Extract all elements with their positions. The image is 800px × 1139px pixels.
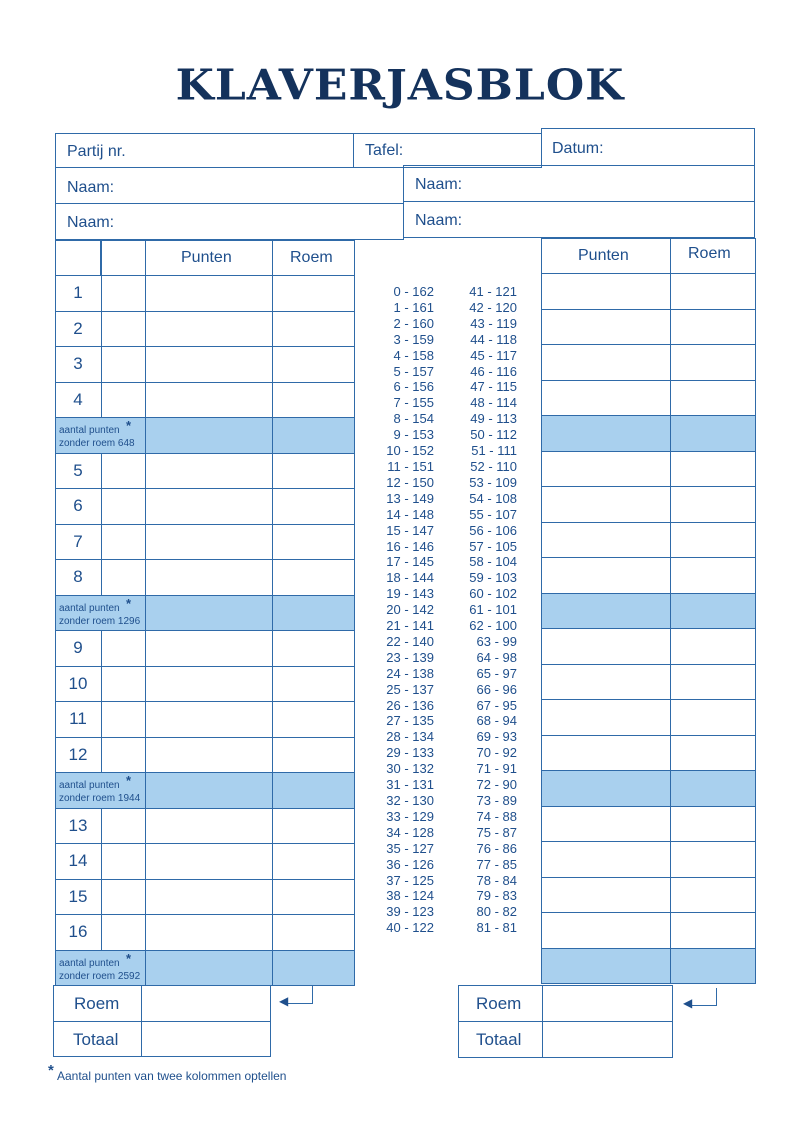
score-pair-right: 69 - 93	[476, 729, 517, 745]
left-roem-header: Roem	[290, 249, 333, 266]
score-pair-left: 30 - 132	[386, 761, 434, 777]
left-roem-cell[interactable]	[272, 524, 355, 561]
left-punten-header: Punten	[181, 249, 232, 266]
right-roem-cell[interactable]	[670, 699, 756, 736]
row-number: 1	[73, 283, 83, 302]
score-pair-left: 33 - 129	[386, 808, 434, 824]
row-marker-cell[interactable]	[101, 701, 146, 738]
left-roem-cell[interactable]	[272, 843, 355, 880]
score-pair-left: 0 - 162	[393, 284, 434, 299]
left-roem-cell[interactable]	[272, 879, 355, 916]
left-subtotal-roem-cell[interactable]	[272, 772, 355, 809]
score-pair-right: 55 - 107	[469, 506, 517, 522]
score-pair-left: 25 - 137	[386, 681, 434, 697]
score-pair-left: 9 - 153	[393, 427, 434, 443]
left-roem-cell[interactable]	[272, 488, 355, 525]
right-roem-cell[interactable]	[670, 486, 756, 523]
naam-label-4: Naam:	[415, 212, 463, 229]
totaal-right-field[interactable]	[542, 1021, 673, 1058]
score-pair-right: 66 - 96	[476, 681, 517, 697]
roem-total-right-label: Roem	[476, 994, 522, 1013]
subtotal-asterisk: *	[126, 950, 132, 966]
left-roem-cell[interactable]	[272, 701, 355, 738]
left-punten-cell[interactable]	[145, 843, 273, 880]
score-pair-left: 21 - 141	[386, 618, 434, 634]
score-pair-right: 74 - 88	[476, 808, 517, 824]
score-pair-left: 10 - 152	[386, 443, 434, 459]
row-number: 11	[69, 709, 87, 728]
subtotal-asterisk: *	[126, 773, 132, 788]
score-pair-right: 62 - 100	[469, 618, 517, 634]
row-number: 12	[68, 744, 88, 764]
score-pair-right: 42 - 120	[469, 299, 517, 315]
score-pair-left: 23 - 139	[386, 649, 434, 665]
right-roem-header: Roem	[688, 245, 731, 262]
left-subtotal-roem-cell[interactable]	[272, 417, 355, 454]
footnote: Aantal punten van twee kolommen optellen	[57, 1069, 287, 1083]
roem-total-left-field[interactable]	[141, 985, 271, 1022]
right-punten-cell[interactable]	[541, 628, 671, 665]
row-number: 16	[68, 922, 88, 941]
score-pair-left: 26 - 136	[386, 697, 434, 713]
score-pair-right: 58 - 104	[469, 554, 517, 570]
score-pair-right: 41 - 121	[469, 284, 517, 299]
naam-label-2: Naam:	[415, 176, 463, 193]
row-marker-cell[interactable]	[101, 559, 146, 596]
score-pair-right: 64 - 98	[476, 649, 517, 665]
left-roem-cell[interactable]	[272, 346, 355, 383]
left-subtotal-punten-cell[interactable]	[145, 772, 273, 809]
arrowhead-right-icon: ◀	[683, 996, 693, 1010]
score-pair-right: 51 - 111	[471, 443, 517, 459]
subtotal-label-line1: aantal punten	[59, 425, 120, 436]
score-pair-left: 40 - 122	[386, 920, 434, 936]
left-roem-cell[interactable]	[272, 311, 355, 348]
left-roem-cell[interactable]	[272, 914, 355, 951]
right-subtotal-punten-cell[interactable]	[541, 948, 671, 985]
partij-label: Partij nr.	[67, 143, 126, 160]
score-pair-right: 76 - 86	[476, 840, 517, 856]
right-subtotal-punten-cell[interactable]	[541, 415, 671, 452]
score-pair-right: 73 - 89	[476, 793, 517, 808]
right-punten-cell[interactable]	[541, 806, 671, 843]
score-pairs-left	[372, 284, 434, 936]
score-pair-left: 17 - 145	[386, 554, 434, 570]
right-subtotal-roem-cell[interactable]	[670, 415, 756, 452]
score-pair-left: 20 - 142	[386, 602, 434, 618]
row-marker-cell[interactable]	[101, 346, 146, 383]
left-subtotal-punten-cell[interactable]	[145, 950, 273, 987]
row-number: 2	[73, 318, 83, 338]
right-punten-cell[interactable]	[541, 841, 671, 878]
left-punten-cell[interactable]	[145, 879, 273, 916]
score-pair-left: 19 - 143	[386, 586, 434, 602]
score-pair-left: 14 - 148	[386, 506, 434, 522]
right-punten-cell[interactable]	[541, 699, 671, 736]
totaal-left-label: Totaal	[73, 1030, 119, 1049]
score-pair-right: 49 - 113	[470, 411, 517, 427]
row-marker-cell[interactable]	[101, 382, 146, 419]
page-title: KLAVERJASBLOK	[175, 61, 625, 110]
left-subtotal-punten-cell[interactable]	[145, 417, 273, 454]
score-pair-right: 72 - 90	[476, 777, 517, 793]
score-pair-left: 12 - 150	[386, 474, 434, 490]
score-pair-left: 32 - 130	[386, 793, 434, 808]
score-pair-left: 37 - 125	[386, 872, 434, 888]
right-subtotal-punten-cell[interactable]	[541, 770, 671, 807]
score-pair-left: 29 - 133	[386, 745, 434, 761]
right-subtotal-roem-cell[interactable]	[670, 770, 756, 807]
right-roem-cell[interactable]	[670, 912, 756, 949]
right-punten-cell[interactable]	[541, 273, 671, 310]
subtotal-label-line1: aantal punten	[59, 602, 120, 614]
row-marker-cell[interactable]	[101, 666, 146, 703]
left-punten-cell[interactable]	[145, 808, 273, 845]
score-pair-right: 50 - 112	[470, 427, 517, 443]
right-punten-header: Punten	[578, 247, 629, 264]
subtotal-label-line2: zonder roem 1296	[59, 615, 141, 627]
right-punten-cell[interactable]	[541, 664, 671, 701]
left-roem-cell[interactable]	[272, 737, 355, 774]
subtotal-asterisk: *	[126, 595, 132, 611]
score-pair-left: 35 - 127	[386, 840, 434, 856]
row-number: 7	[73, 531, 83, 551]
row-number: 9	[73, 638, 83, 657]
score-pair-right: 56 - 106	[469, 522, 517, 538]
totaal-left-field[interactable]	[141, 1021, 271, 1057]
left-punten-cell[interactable]	[145, 382, 273, 419]
arrow-left-icon	[286, 985, 313, 1004]
left-punten-cell[interactable]	[145, 275, 273, 312]
datum-label: Datum:	[552, 140, 604, 157]
footnote-asterisk: *	[48, 1062, 54, 1079]
left-header-num-cell	[55, 240, 101, 276]
score-pair-right: 68 - 94	[476, 713, 517, 729]
right-roem-cell[interactable]	[670, 628, 756, 665]
left-roem-cell[interactable]	[272, 275, 355, 312]
right-punten-cell[interactable]	[541, 522, 671, 559]
row-number: 14	[68, 851, 88, 870]
row-marker-cell[interactable]	[101, 808, 146, 845]
score-pair-left: 2 - 160	[393, 315, 434, 331]
left-roem-cell[interactable]	[272, 808, 355, 845]
left-punten-cell[interactable]	[145, 559, 273, 596]
row-number: 3	[73, 354, 83, 373]
score-pair-right: 79 - 83	[476, 888, 517, 904]
row-marker-cell[interactable]	[101, 630, 146, 667]
right-roem-cell[interactable]	[670, 273, 756, 310]
right-roem-cell[interactable]	[670, 735, 756, 772]
right-roem-cell[interactable]	[670, 309, 756, 346]
left-punten-cell[interactable]	[145, 666, 273, 703]
score-pair-left: 5 - 157	[393, 363, 434, 379]
row-marker-cell[interactable]	[101, 879, 146, 916]
right-subtotal-punten-cell[interactable]	[541, 593, 671, 630]
score-pair-right: 48 - 114	[470, 395, 517, 411]
row-number: 4	[73, 389, 83, 409]
naam-label-3: Naam:	[67, 214, 115, 231]
left-subtotal-roem-cell[interactable]	[272, 950, 355, 987]
row-number: 10	[68, 673, 88, 693]
row-number: 15	[68, 886, 88, 906]
left-punten-cell[interactable]	[145, 311, 273, 348]
row-number: 8	[73, 567, 83, 586]
arrow-right-icon	[690, 988, 717, 1006]
right-punten-cell[interactable]	[541, 344, 671, 381]
right-roem-cell[interactable]	[670, 806, 756, 843]
left-roem-cell[interactable]	[272, 559, 355, 596]
score-pair-left: 3 - 159	[393, 331, 434, 347]
score-pair-left: 13 - 149	[386, 490, 434, 506]
totaal-right-label: Totaal	[476, 1030, 522, 1049]
tafel-label: Tafel:	[365, 142, 404, 159]
score-pair-left: 1 - 161	[393, 299, 434, 315]
left-roem-cell[interactable]	[272, 453, 355, 490]
subtotal-label-line1: aantal punten	[59, 957, 120, 969]
score-pair-right: 53 - 109	[469, 474, 517, 490]
score-pair-left: 39 - 123	[386, 904, 434, 920]
row-marker-cell[interactable]	[101, 843, 146, 880]
row-marker-cell[interactable]	[101, 453, 146, 490]
score-pair-left: 27 - 135	[386, 713, 434, 729]
roem-total-right-field[interactable]	[542, 985, 673, 1022]
score-pair-right: 81 - 81	[476, 920, 517, 936]
right-punten-cell[interactable]	[541, 735, 671, 772]
left-roem-cell[interactable]	[272, 666, 355, 703]
score-pair-right: 70 - 92	[476, 745, 517, 761]
left-punten-cell[interactable]	[145, 346, 273, 383]
row-number: 5	[73, 460, 83, 480]
left-subtotal-punten-cell[interactable]	[145, 595, 273, 632]
score-pair-left: 7 - 155	[393, 395, 434, 411]
subtotal-label-line1: aantal punten	[59, 780, 120, 791]
right-roem-cell[interactable]	[670, 841, 756, 878]
row-marker-cell[interactable]	[101, 275, 146, 312]
score-pair-right: 46 - 116	[470, 363, 517, 379]
right-roem-cell[interactable]	[670, 557, 756, 594]
score-pair-right: 61 - 101	[469, 602, 517, 618]
score-pair-right: 67 - 95	[476, 697, 517, 713]
naam-label-1: Naam:	[67, 179, 115, 196]
right-punten-cell[interactable]	[541, 309, 671, 346]
row-marker-cell[interactable]	[101, 524, 146, 561]
score-pair-right: 63 - 99	[476, 633, 517, 649]
score-pair-left: 24 - 138	[386, 665, 434, 681]
subtotal-asterisk: *	[126, 418, 132, 433]
left-punten-cell[interactable]	[145, 488, 273, 525]
score-pair-left: 8 - 154	[393, 411, 434, 427]
subtotal-label-line2: zonder roem 2592	[59, 970, 141, 982]
score-pairs-right	[455, 284, 517, 936]
score-pair-right: 75 - 87	[476, 824, 517, 840]
right-punten-cell[interactable]	[541, 451, 671, 488]
score-pair-left: 31 - 131	[386, 777, 434, 793]
left-punten-cell[interactable]	[145, 701, 273, 738]
right-punten-cell[interactable]	[541, 912, 671, 949]
right-roem-cell[interactable]	[670, 344, 756, 381]
score-pair-right: 57 - 105	[469, 538, 517, 554]
subtotal-label-line2: zonder roem 648	[59, 438, 135, 449]
right-roem-cell[interactable]	[670, 451, 756, 488]
left-punten-cell[interactable]	[145, 453, 273, 490]
row-marker-cell[interactable]	[101, 737, 146, 774]
score-pair-left: 36 - 126	[386, 856, 434, 872]
score-pair-right: 71 - 91	[476, 761, 517, 777]
right-punten-cell[interactable]	[541, 380, 671, 417]
score-pair-right: 65 - 97	[476, 665, 517, 681]
score-pair-right: 80 - 82	[476, 904, 517, 920]
left-punten-cell[interactable]	[145, 524, 273, 561]
score-pair-right: 52 - 110	[470, 458, 517, 474]
row-marker-cell[interactable]	[101, 914, 146, 951]
left-punten-cell[interactable]	[145, 630, 273, 667]
score-pair-left: 15 - 147	[386, 522, 434, 538]
score-pair-left: 6 - 156	[393, 379, 434, 395]
score-pair-right: 47 - 115	[470, 379, 517, 395]
roem-total-left-label: Roem	[74, 994, 120, 1013]
left-header-blank-cell	[101, 240, 146, 276]
row-marker-cell[interactable]	[101, 311, 146, 348]
score-pair-left: 4 - 158	[393, 347, 434, 363]
score-pair-right: 78 - 84	[476, 872, 517, 888]
right-roem-cell[interactable]	[670, 877, 756, 914]
score-pair-left: 18 - 144	[386, 570, 434, 586]
score-pair-right: 43 - 119	[470, 315, 517, 331]
score-pair-right: 45 - 117	[470, 347, 517, 363]
score-pair-left: 22 - 140	[386, 633, 434, 649]
left-punten-cell[interactable]	[145, 737, 273, 774]
right-subtotal-roem-cell[interactable]	[670, 948, 756, 985]
right-punten-cell[interactable]	[541, 557, 671, 594]
row-number: 13	[68, 815, 88, 835]
arrowhead-left-icon: ◀	[279, 994, 289, 1008]
left-roem-cell[interactable]	[272, 382, 355, 419]
row-number: 6	[73, 496, 83, 515]
row-marker-cell[interactable]	[101, 488, 146, 525]
score-pair-right: 44 - 118	[470, 331, 517, 347]
left-roem-cell[interactable]	[272, 630, 355, 667]
right-punten-cell[interactable]	[541, 877, 671, 914]
right-punten-cell[interactable]	[541, 486, 671, 523]
left-punten-cell[interactable]	[145, 914, 273, 951]
score-pair-left: 38 - 124	[386, 888, 434, 904]
right-subtotal-roem-cell[interactable]	[670, 593, 756, 630]
score-pair-left: 11 - 151	[387, 458, 434, 474]
right-roem-cell[interactable]	[670, 522, 756, 559]
score-pair-right: 54 - 108	[469, 490, 517, 506]
right-roem-cell[interactable]	[670, 380, 756, 417]
score-pair-right: 60 - 102	[469, 586, 517, 602]
score-pair-right: 77 - 85	[476, 856, 517, 872]
right-roem-cell[interactable]	[670, 664, 756, 701]
score-pair-left: 34 - 128	[386, 824, 434, 840]
left-subtotal-roem-cell[interactable]	[272, 595, 355, 632]
subtotal-label-line2: zonder roem 1944	[59, 793, 141, 804]
score-pair-left: 16 - 146	[386, 538, 434, 554]
score-pair-right: 59 - 103	[469, 570, 517, 586]
score-pair-left: 28 - 134	[386, 729, 434, 745]
